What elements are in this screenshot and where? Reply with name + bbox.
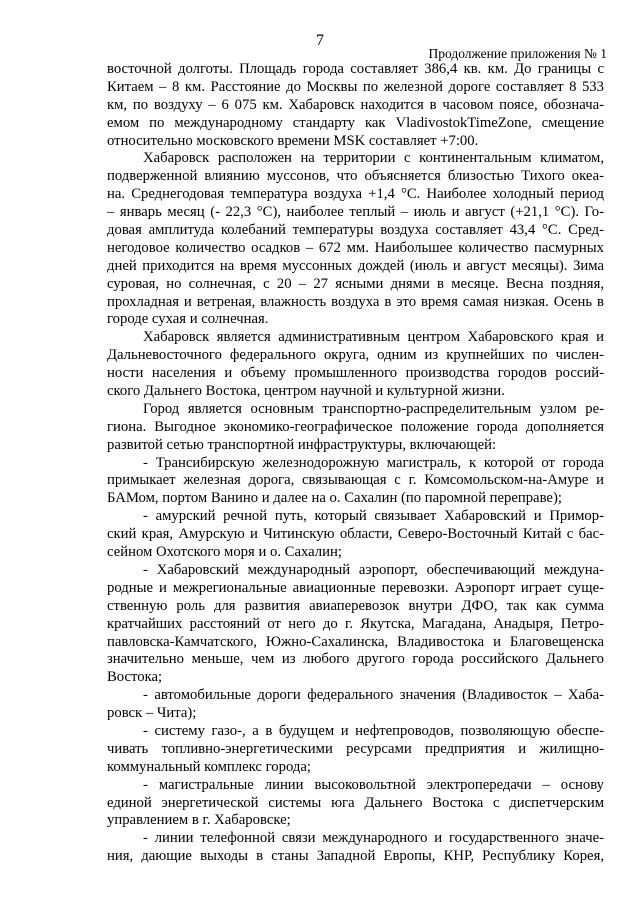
text-line: Хабаровск является административным центром Хабаровского края и bbox=[143, 329, 604, 346]
text-line: - линии телефонной связи международного и государственного значе- bbox=[143, 830, 604, 847]
paragraph bbox=[107, 687, 604, 723]
text-line: ский края, Амурскую и Читинскую области, Северо-Восточный Китай с бас- bbox=[107, 526, 604, 543]
text-line: негодовое количество осадков – 672 мм. Наибольшее количество пасмурных bbox=[107, 239, 604, 256]
text-line: - систему газо-, а в будущем и нефтепроводов, позволяющую обеспе- bbox=[143, 722, 604, 739]
text-line: на. Среднегодовая температура воздуха +1,4 °С. Наиболее холодный период bbox=[107, 186, 604, 203]
text-line: коммунальный комплекс города; bbox=[107, 758, 311, 775]
text-line: ности населения и объему промышленного производства городов россий- bbox=[107, 365, 604, 382]
text-line: - магистральные линии высоковольтной электропередачи – основу bbox=[143, 776, 604, 793]
text-line: БАМом, портом Ванино и далее на о. Сахалин (по паромной переправе); bbox=[107, 490, 562, 507]
paragraph bbox=[107, 61, 604, 150]
paragraph bbox=[107, 723, 604, 777]
paragraph bbox=[107, 830, 604, 866]
paragraph bbox=[107, 401, 604, 455]
text-line: – январь месяц (- 22,3 °С), наиболее теплый – июль и август (+21,1 °С). Го- bbox=[107, 204, 604, 221]
text-line: кратчайших расстояний от него до г. Якутска, Магадана, Анадыря, Петро- bbox=[107, 615, 604, 632]
text-line: суровая, но солнечная, с 20 – 27 ясными днями в месяце. Весна поздняя, bbox=[107, 275, 604, 292]
text-line: управлением в г. Хабаровске; bbox=[107, 812, 291, 829]
body-text bbox=[107, 61, 604, 866]
text-line: Востока; bbox=[107, 669, 163, 686]
text-line: прохладная и ветреная, влажность воздуха в это время самая низкая. Осень в bbox=[107, 293, 604, 310]
text-line: единой энергетической системы юга Дальнего Востока с диспетчерским bbox=[107, 794, 604, 811]
text-line: относительно московского времени MSK составляет +7:00. bbox=[107, 132, 479, 149]
text-line: Дальневосточного федерального округа, одним из крупнейших по числен- bbox=[107, 347, 604, 364]
text-line: городе сухая и солнечная. bbox=[107, 311, 269, 328]
paragraph bbox=[107, 329, 604, 401]
text-line: км, по воздуху – 6 075 км. Хабаровск находится в часовом поясе, обознача- bbox=[107, 96, 604, 113]
text-line: развитой сетью транспортной инфраструктуры, включающей: bbox=[107, 436, 497, 453]
text-line: Китаем – 8 км. Расстояние до Москвы по железной дороге составляет 8 533 bbox=[107, 78, 604, 95]
text-line: ственную роль для развития авиаперевозок внутри ДФО, так как сумма bbox=[107, 597, 604, 614]
text-line: ровск – Чита); bbox=[107, 705, 197, 722]
appendix-continuation-note: Продолжение приложения № 1 bbox=[428, 46, 607, 61]
paragraph bbox=[107, 562, 604, 687]
text-line: павловска-Камчатского, Южно-Сахалинска, Владивостока и Благовещенска bbox=[107, 633, 604, 650]
text-line: гиона. Выгодное экономико-географическое положение города дополняется bbox=[107, 418, 604, 435]
text-line: подверженной влиянию муссонов, что объясняется близостью Тихого океа- bbox=[107, 168, 604, 185]
text-line: - амурский речной путь, который связывает Хабаровский и Примор- bbox=[143, 508, 604, 525]
text-line: чивать топливно-энергетическими ресурсами предприятия и жилищно- bbox=[107, 740, 604, 757]
text-line: - автомобильные дороги федерального значения (Владивосток – Хаба- bbox=[143, 687, 604, 704]
paragraph bbox=[107, 508, 604, 562]
text-line: ния, дающие выходы в станы Западной Европы, КНР, Республику Корея, bbox=[107, 848, 604, 865]
paragraph bbox=[107, 777, 604, 831]
text-line: Город является основным транспортно-распределительным узлом ре- bbox=[143, 400, 604, 417]
text-line: емом по международному стандарту как VladivostokTimeZone, смещение bbox=[107, 114, 604, 131]
text-line: значительно меньше, чем из любого другого города российского Дальнего bbox=[107, 651, 604, 668]
text-line: примыкает железная дорога, связывающая с г. Комсомольском-на-Амуре и bbox=[107, 472, 604, 489]
paragraph bbox=[107, 150, 604, 329]
text-line: - Хабаровский международный аэропорт, обеспечивающий междуна- bbox=[143, 561, 604, 578]
text-line: восточной долготы. Площадь города составляет 386,4 кв. км. До границы с bbox=[107, 61, 604, 77]
text-line: ского Дальнего Востока, центром научной и культурной жизни. bbox=[107, 383, 505, 400]
page-number: 7 bbox=[316, 32, 324, 49]
text-line: Хабаровск расположен на территории с континентальным климатом, bbox=[143, 150, 604, 167]
text-line: дней приходится на время муссонных дождей (июль и август месяцы). Зима bbox=[107, 257, 604, 274]
paragraph bbox=[107, 455, 604, 509]
text-line: - Трансибирскую железнодорожную магистраль, к которой от города bbox=[143, 454, 604, 471]
text-line: родные и межрегиональные авиационные перевозки. Аэропорт играет суще- bbox=[107, 579, 604, 596]
text-line: довая амплитуда колебаний температуры воздуха составляет 43,4 °С. Сред- bbox=[107, 222, 604, 239]
text-line: сейном Охотского моря и о. Сахалин; bbox=[107, 544, 342, 561]
